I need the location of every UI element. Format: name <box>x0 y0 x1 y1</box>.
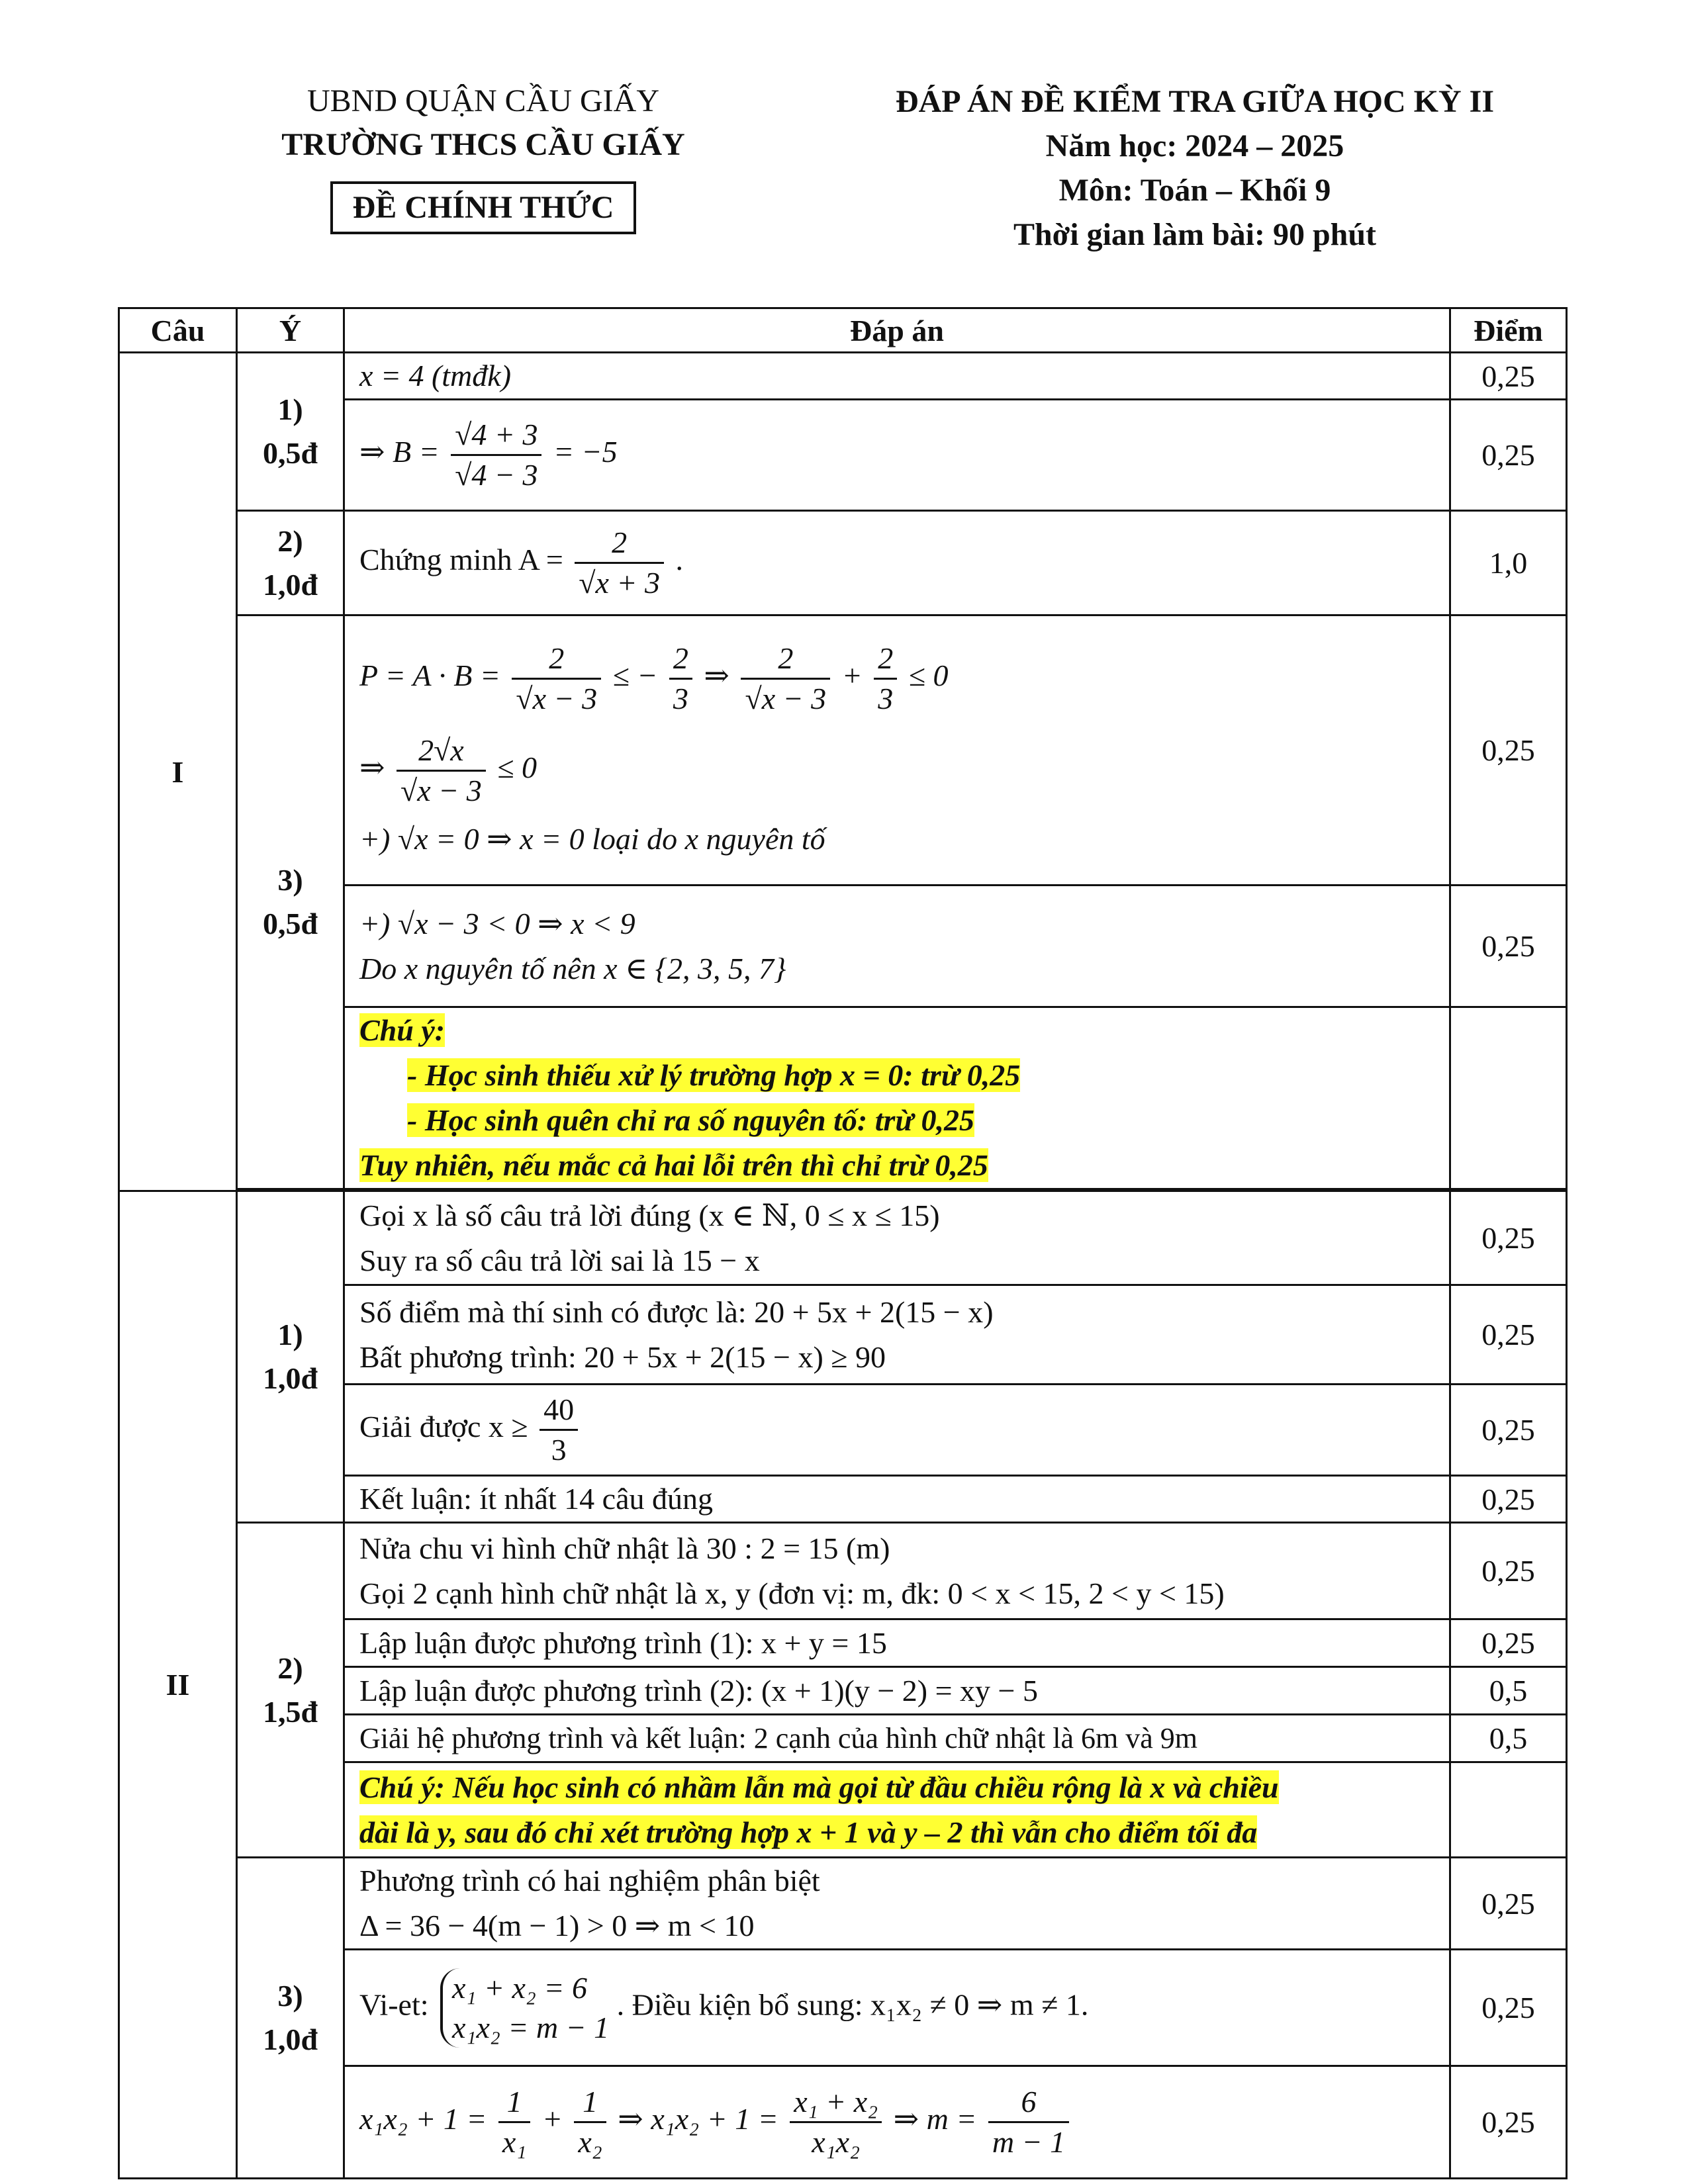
score-cell: 0,25 <box>1450 1191 1567 1285</box>
answer-cell: Nửa chu vi hình chữ nhật là 30 : 2 = 15 (m) Gọi 2 cạnh hình chữ nhật là x, y (đơn vị: m, đk: 0 < x < 15, 2 < y < 15) <box>344 1523 1450 1619</box>
answer-cell: Vi-et: x₁ + x₂ = 6 x₁x₂ = m − 1 . Điều kiện bổ sung: x₁x₂ ≠ 0 ⇒ m ≠ 1. <box>344 1950 1450 2066</box>
score-cell: 0,25 <box>1450 1385 1567 1476</box>
score-cell: 0,25 <box>1450 353 1567 400</box>
table-header-row <box>119 308 1567 353</box>
table-row <box>119 1523 1567 1619</box>
score-cell <box>1450 1762 1567 1858</box>
answer-cell: Giải hệ phương trình và kết luận: 2 cạnh của hình chữ nhật là 6m và 9m <box>344 1715 1450 1762</box>
answer-cell: Lập luận được phương trình (2): (x + 1)(y − 2) = xy − 5 <box>344 1667 1450 1715</box>
table-row <box>119 511 1567 615</box>
part-label: 1) 0,5đ <box>237 353 344 511</box>
table-row <box>119 353 1567 400</box>
official-badge: ĐỀ CHÍNH THỨC <box>330 181 637 234</box>
score-cell: 0,25 <box>1450 2066 1567 2179</box>
score-cell: 0,25 <box>1450 1285 1567 1385</box>
question-label: I <box>119 353 237 1191</box>
note-cell: Chú ý: Nếu học sinh có nhầm lẫn mà gọi từ đầu chiều rộng là x và chiều dài là y, sau đó chỉ xét trường hợp x + 1 và y – 2 thì vẫn cho điểm tối đa <box>344 1762 1450 1858</box>
answer-cell: Giải được x ≥ $\frac{40}{3}$ <box>344 1385 1450 1476</box>
col-diem: Điểm <box>1450 308 1567 353</box>
table-row <box>119 1858 1567 1950</box>
answer-cell: Số điểm mà thí sinh có được là: 20 + 5x + 2(15 − x) Bất phương trình: 20 + 5x + 2(15 − x) ≥ 90 <box>344 1285 1450 1385</box>
col-y: Ý <box>237 308 344 353</box>
part-label: 2) 1,5đ <box>237 1523 344 1858</box>
score-cell: 0,25 <box>1450 400 1567 511</box>
answer-cell: Phương trình có hai nghiệm phân biệt Δ = 36 − 4(m − 1) > 0 ⇒ m < 10 <box>344 1858 1450 1950</box>
note-cell: Chú ý: - Học sinh thiếu xử lý trường hợp x = 0: trừ 0,25 - Học sinh quên chỉ ra số nguyên tố: trừ 0,25 Tuy nhiên, nếu mắc cả hai lỗi trên thì chỉ trừ 0,25 <box>344 1007 1450 1189</box>
score-cell: 0,25 <box>1450 886 1567 1007</box>
table-row <box>119 1191 1567 1285</box>
score-cell: 0,5 <box>1450 1667 1567 1715</box>
score-cell: 0,25 <box>1450 615 1567 886</box>
header-left <box>225 79 741 234</box>
score-cell: 0,25 <box>1450 1858 1567 1950</box>
score-cell: 0,25 <box>1450 1523 1567 1619</box>
score-cell: 1,0 <box>1450 511 1567 615</box>
header-right <box>808 79 1582 257</box>
answer-cell: P = A · B = $\frac{2}{√x - 3}$ ≤ − $\frac{2}{3}$ ⇒ $\frac{2}{√x - 3}$ + $\frac{2}{3}$ ≤ 0 ⇒ $\frac{2√x}{√x - 3}$ ≤ 0 +) √x = 0 ⇒ x = 0 loại do x nguyên tố <box>344 615 1450 886</box>
exam-title: ĐÁP ÁN ĐỀ KIỂM TRA GIỮA HỌC KỲ II <box>895 84 1495 119</box>
answer-cell: Gọi x là số câu trả lời đúng (x ∈ ℕ, 0 ≤ x ≤ 15) Suy ra số câu trả lời sai là 15 − x <box>344 1191 1450 1285</box>
subject: Môn: Toán – Khối 9 <box>1058 173 1331 208</box>
part-label: 1) 1,0đ <box>237 1191 344 1523</box>
answer-cell: Chứng minh A = $\frac{2}{√x + 3}$ . <box>344 511 1450 615</box>
score-cell: 0,25 <box>1450 1476 1567 1523</box>
score-cell: 0,5 <box>1450 1715 1567 1762</box>
answer-cell: ⇒ B = $\frac{√4 + 3}{√4 - 3}$ = −5 <box>344 400 1450 511</box>
question-label: II <box>119 1191 237 2179</box>
school-year: Năm học: 2024 – 2025 <box>1045 128 1344 163</box>
answer-cell: x₁x₂ + 1 = $\frac{1}{\text{x₁}}$ + $\frac{1}{\text{x₂}}$ ⇒ x₁x₂ + 1 = $\frac{\text{x₁ + x₂}}{\text{x₁x₂}}$ ⇒ m = $\frac{6}{m - 1}$ <box>344 2066 1450 2179</box>
table-row <box>119 615 1567 886</box>
part-label: 3) 1,0đ <box>237 1858 344 2179</box>
school-name: TRƯỜNG THCS CẦU GIẤY <box>281 127 685 162</box>
part-label: 3) 0,5đ <box>237 615 344 1189</box>
part-label: 2) 1,0đ <box>237 511 344 615</box>
answer-cell: x = 4 (tmđk) <box>344 353 1450 400</box>
answer-table <box>118 307 1568 2179</box>
score-cell: 0,25 <box>1450 1950 1567 2066</box>
duration: Thời gian làm bài: 90 phút <box>1013 217 1377 252</box>
answer-cell: Lập luận được phương trình (1): x + y = 15 <box>344 1619 1450 1667</box>
district-name: UBND QUẬN CẦU GIẤY <box>307 83 659 118</box>
score-cell: 0,25 <box>1450 1619 1567 1667</box>
answer-cell: +) √x − 3 < 0 ⇒ x < 9 Do x nguyên tố nên x ∈ {2, 3, 5, 7} <box>344 886 1450 1007</box>
score-cell <box>1450 1007 1567 1189</box>
answer-cell: Kết luận: ít nhất 14 câu đúng <box>344 1476 1450 1523</box>
col-dapan: Đáp án <box>344 308 1450 353</box>
col-cau: Câu <box>119 308 237 353</box>
